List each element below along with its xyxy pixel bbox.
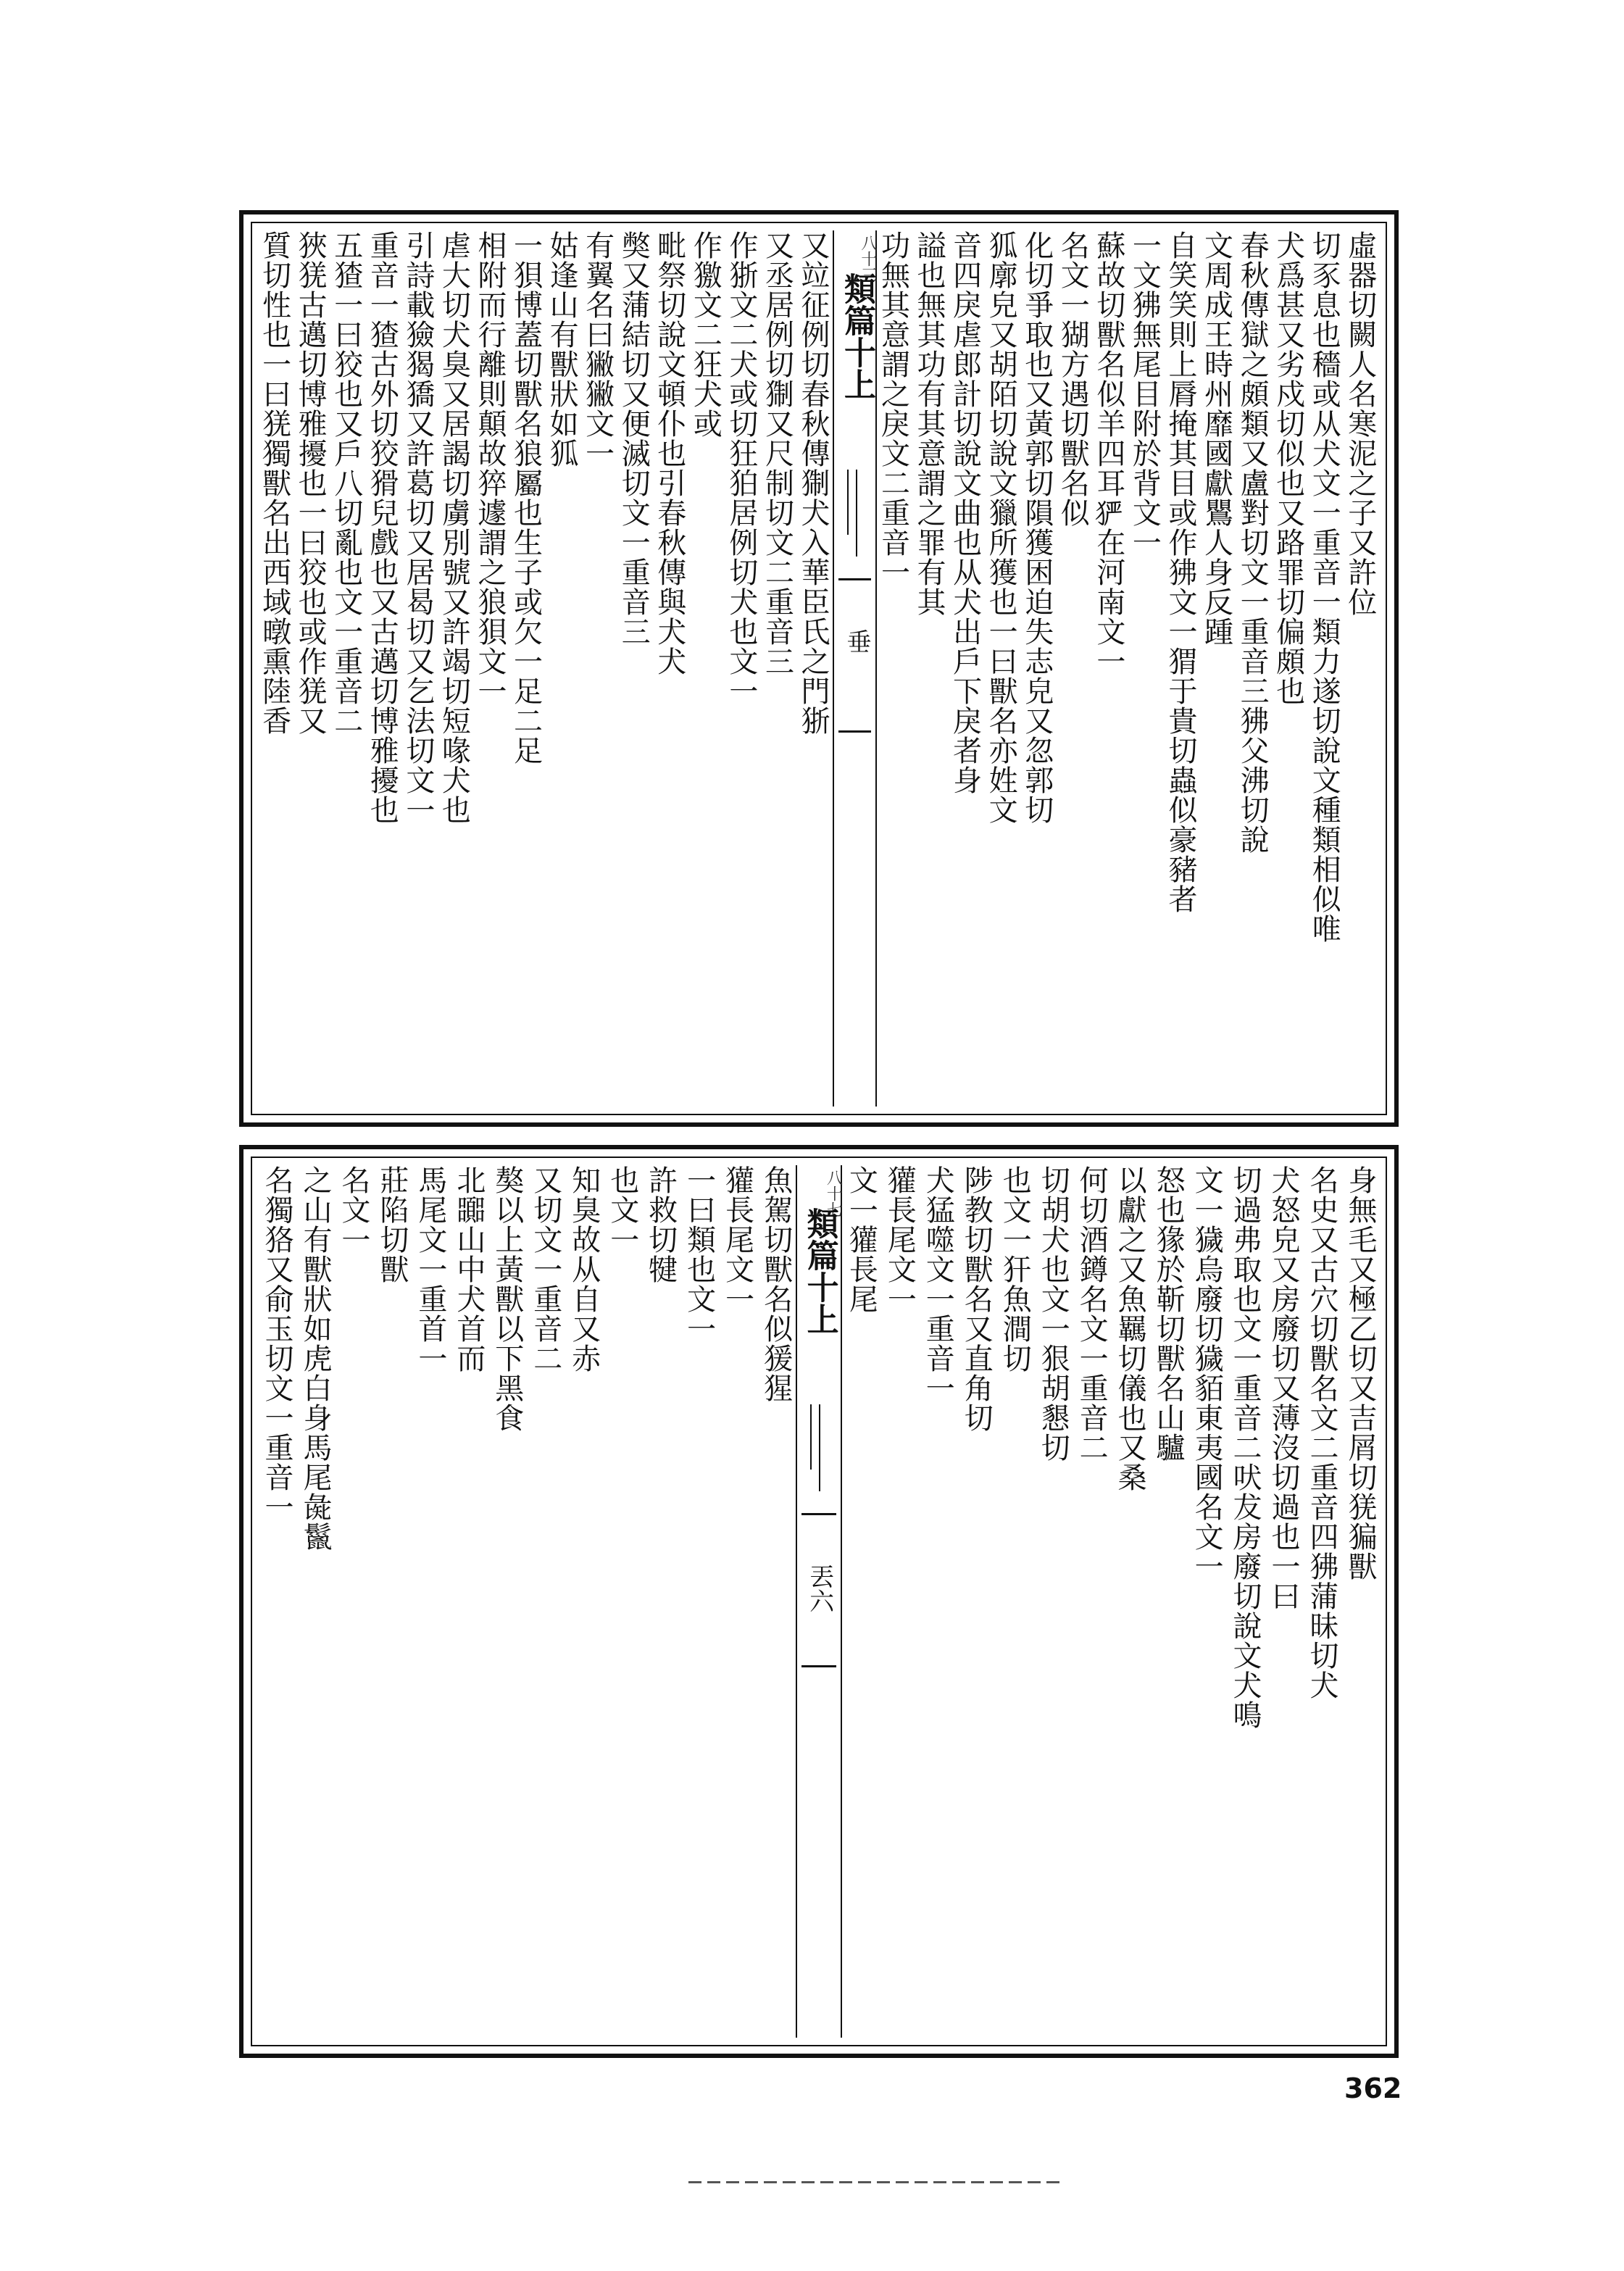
text-column: 名文一猢方遇切獸名似 xyxy=(1056,230,1090,528)
text-column: 又竝征例切春秋傳猘犬入華臣氏之門狾 xyxy=(796,230,830,736)
text-column: 春秋傳獄之頗類又盧對切文一重音三狒父沸切說 xyxy=(1236,230,1270,854)
text-column: 文一獾長尾 xyxy=(844,1165,878,1314)
text-column: 虛器切闕人名寒泥之子又許位 xyxy=(1344,230,1377,617)
text-column: 化切爭取也又黃郭切隕獲困迫失志皃又忽郭切 xyxy=(1020,230,1054,825)
text-column: 文一獩烏廢切獩貊東夷國名文一 xyxy=(1190,1165,1224,1581)
fold-page-number: 垂 xyxy=(842,629,871,654)
text-column: 質切性也一曰猐獨獸名出西域暾熏陸香 xyxy=(258,230,291,736)
text-column: 重音一猹古外切狡猾兒戲也又古邁切博雅擾也 xyxy=(365,230,399,825)
text-column: 以獻之又魚羈切儀也又桑 xyxy=(1113,1165,1147,1492)
text-column: 又切文一重音二 xyxy=(528,1165,562,1373)
text-column: 一狽博蓋切獸名狼屬也生子或欠一足二足 xyxy=(509,230,543,765)
top-columns xyxy=(252,223,1386,1114)
text-column: 知臭故从自又赤 xyxy=(567,1165,601,1373)
fold-rule xyxy=(838,578,871,580)
text-column: 切胡犬也文一狠胡懇切 xyxy=(1036,1165,1070,1462)
text-column: 獘又蒲結切又便滅切文一重音三 xyxy=(617,230,651,646)
text-column: 犬怒皃又房廢切又薄沒切過也一曰 xyxy=(1267,1165,1300,1611)
text-column: 身無毛又極乙切又吉屑切猐猵獸 xyxy=(1343,1165,1377,1581)
text-column: 音四戾虐郎計切說文曲也从犬出戶下戾者身 xyxy=(949,230,982,795)
text-column: 莊陷切獸 xyxy=(375,1165,409,1284)
text-column: 姑逢山有獸狀如狐 xyxy=(545,230,579,468)
text-column: 一文狒無尾目附於背文一 xyxy=(1128,230,1162,557)
bottom-page-frame xyxy=(239,1145,1399,2058)
fold-label: 八十三 xyxy=(858,235,877,283)
fold-title: 類篇十上 xyxy=(801,1207,838,1335)
text-column: 相附而行離則顛故猝遽謂之狼狽文一 xyxy=(473,230,507,706)
fold-center-strip xyxy=(833,230,877,1107)
text-column: 作狾文二犬或切狂狛居例切犬也文一 xyxy=(725,230,758,706)
fold-rule xyxy=(838,730,871,733)
text-column: 謚也無其功有其意謂之罪有其 xyxy=(912,230,946,617)
text-column: 引詩載獫猲獢又許葛切又居曷切又乞法切文一 xyxy=(401,230,435,825)
text-column: 自笑笑則上脣掩其目或作狒文一猬于貴切蟲似豪豬者 xyxy=(1164,230,1197,914)
fold-rule xyxy=(801,1513,837,1515)
fold-mark xyxy=(819,1404,820,1491)
text-column: 名獨狢又俞玉切文一重音一 xyxy=(259,1165,293,1522)
text-column: 切豕息也穡或从犬文一重音一類力遂切說文種類相似唯 xyxy=(1307,230,1341,943)
fold-mark xyxy=(847,470,849,535)
bottom-inner-frame xyxy=(251,1157,1387,2046)
text-column: 狹猐古邁切博雅擾也一曰狡也或作猐又 xyxy=(293,230,328,736)
text-column: 五猹一曰狡也又戶八切亂也文一重音二 xyxy=(330,230,363,736)
text-column: 馬尾文一重首一 xyxy=(413,1165,447,1373)
text-column: 蘇故切獸名似羊四耳𤞤在河南文一 xyxy=(1092,230,1125,676)
fold-label: 八十七 xyxy=(824,1170,843,1217)
text-column: 陟教切獸名又直角切 xyxy=(959,1165,994,1433)
text-column: 許救切犍 xyxy=(644,1165,678,1284)
text-column: 北嚻山中犬首而 xyxy=(451,1165,486,1373)
fold-mark xyxy=(856,470,857,557)
text-column: 之山有獸狀如虎白身馬尾彘鬣 xyxy=(298,1165,332,1551)
text-column: 怒也猭於靳切獸名山驢 xyxy=(1152,1165,1186,1462)
text-column: 作獥文二狂犬或 xyxy=(688,230,723,438)
text-column: 犬爲甚又劣戍切似也又路罪切偏頗也 xyxy=(1272,230,1305,706)
bottom-rule xyxy=(688,2181,1065,2183)
fold-title: 類篇十上 xyxy=(838,272,875,400)
fold-rule xyxy=(801,1665,837,1667)
text-column: 有翼名曰獙獙文一 xyxy=(581,230,615,468)
text-column: 切過弗取也文一重音二吠犮房廢切說文犬鳴 xyxy=(1228,1165,1262,1730)
text-column: 又丞居例切猘又尺制切文二重音三 xyxy=(760,230,794,676)
text-column: 獾長尾文一 xyxy=(720,1165,754,1314)
fold-center-strip xyxy=(796,1165,843,2038)
top-page-frame xyxy=(239,210,1399,1127)
page-number: 362 xyxy=(1344,2072,1402,2104)
fold-mark xyxy=(810,1404,812,1470)
text-column: 何切酒鐏名文一重音二 xyxy=(1075,1165,1109,1462)
text-column: 虐大切犬臭又居謁切虜別號又許竭切短喙犬也 xyxy=(437,230,471,825)
bottom-columns xyxy=(252,1158,1386,2045)
text-column: 名史又古穴切獸名文二重音四狒蒲昧切犬 xyxy=(1304,1165,1338,1700)
text-column: 毗祭切說文頓仆也引春秋傳與犬犬 xyxy=(653,230,686,676)
text-column: 魚駕切獸名似猨猩 xyxy=(759,1165,793,1403)
text-column: 名文一 xyxy=(336,1165,370,1254)
text-column: 也文一 xyxy=(605,1165,639,1254)
text-column: 一曰類也文一 xyxy=(682,1165,716,1343)
text-column: 功無其意謂之戾文二重音一 xyxy=(876,230,910,587)
text-column: 犬猛噬文一重音一 xyxy=(921,1165,955,1403)
top-inner-frame xyxy=(251,222,1387,1115)
text-column: 文周成王時州靡國獻鸎人身反踵 xyxy=(1199,230,1233,646)
text-column: 獒以上黃獸以下黑食 xyxy=(490,1165,524,1433)
text-column: 獾長尾文一 xyxy=(883,1165,917,1314)
text-column: 也文一犴魚澗切 xyxy=(998,1165,1032,1373)
fold-page-number: 丟六 xyxy=(804,1564,834,1613)
text-column: 狐廓皃又胡陌切說文獵所獲也一曰獸名亦姓文 xyxy=(984,230,1018,825)
